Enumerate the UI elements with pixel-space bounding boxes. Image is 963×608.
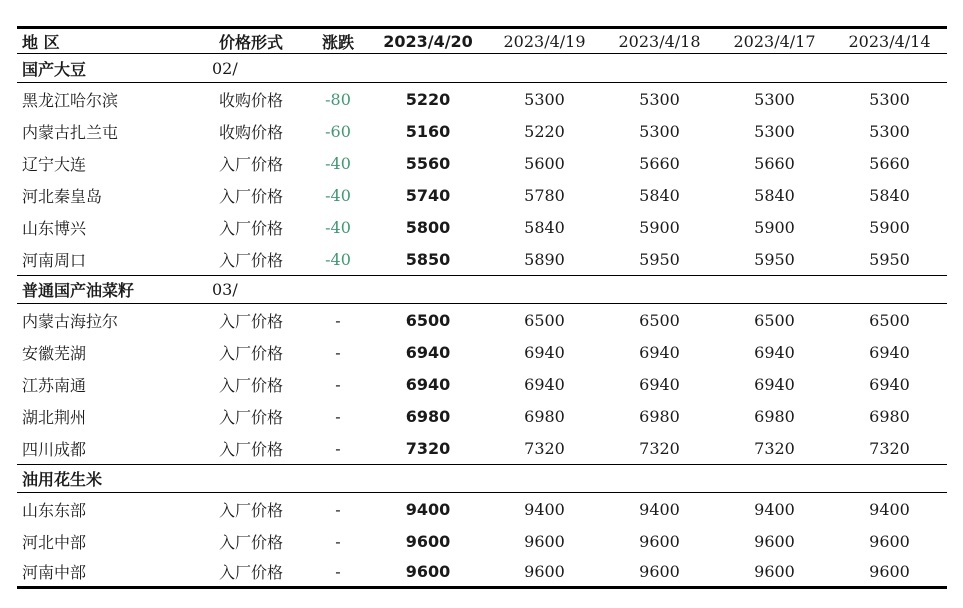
price-cell-current: 7320 — [405, 438, 451, 458]
price-cell: 7320 — [524, 438, 565, 458]
header-date: 2023/4/19 — [503, 31, 586, 51]
price-type-cell: 入厂价格 — [219, 407, 284, 427]
header-date: 2023/4/18 — [618, 31, 701, 51]
price-cell: 7320 — [639, 438, 680, 458]
price-cell: 9400 — [524, 499, 565, 519]
price-cell: 5900 — [754, 217, 795, 237]
price-cell: 9400 — [869, 499, 910, 519]
price-cell-current: 6500 — [405, 310, 451, 330]
price-cell: 5840 — [754, 185, 795, 205]
price-type-cell: 入厂价格 — [219, 250, 284, 270]
price-cell: 5220 — [524, 121, 565, 141]
price-cell: 6980 — [754, 406, 795, 426]
price-cell: 9600 — [754, 562, 795, 581]
region-cell: 江苏南通 — [22, 375, 87, 395]
region-cell: 河北中部 — [22, 532, 87, 552]
price-cell-current: 6980 — [405, 406, 451, 426]
price-cell: 9400 — [639, 499, 680, 519]
region-cell: 河南中部 — [22, 563, 87, 582]
change-cell: - — [335, 438, 341, 458]
region-cell: 河北秦皇岛 — [22, 186, 103, 206]
region-cell: 黑龙江哈尔滨 — [22, 90, 119, 110]
price-cell: 5900 — [869, 217, 910, 237]
price-cell: 6980 — [639, 406, 680, 426]
price-cell-current: 9400 — [405, 499, 451, 519]
change-cell: - — [335, 499, 341, 519]
price-cell: 5300 — [754, 89, 795, 109]
price-cell: 9600 — [639, 562, 680, 581]
change-cell: -60 — [325, 121, 351, 141]
price-cell: 5840 — [639, 185, 680, 205]
price-cell: 5840 — [524, 217, 565, 237]
price-cell: 9600 — [524, 531, 565, 551]
price-cell-current: 6940 — [405, 342, 451, 362]
table-row — [17, 83, 947, 115]
change-cell: -40 — [325, 185, 351, 205]
header-change: 涨跌 — [321, 32, 354, 52]
price-cell: 6500 — [639, 310, 680, 330]
price-cell: 9600 — [639, 531, 680, 551]
price-cell: 6940 — [869, 342, 910, 362]
table-row — [17, 304, 947, 336]
price-cell-current: 9600 — [405, 531, 451, 551]
price-cell: 5950 — [869, 249, 910, 269]
region-cell: 内蒙古扎兰屯 — [22, 122, 119, 142]
price-cell: 6940 — [869, 374, 910, 394]
price-cell-current: 5160 — [405, 121, 451, 141]
price-cell: 6500 — [754, 310, 795, 330]
price-cell: 5600 — [524, 153, 565, 173]
price-cell: 5950 — [754, 249, 795, 269]
price-cell: 5300 — [524, 89, 565, 109]
price-cell: 6980 — [869, 406, 910, 426]
price-type-cell: 收购价格 — [219, 122, 284, 142]
price-cell: 6940 — [524, 342, 565, 362]
table-body — [17, 54, 947, 589]
price-cell: 9600 — [869, 531, 910, 551]
table-row — [17, 525, 947, 557]
price-type-cell: 入厂价格 — [219, 500, 284, 520]
header-price-type: 价格形式 — [219, 32, 284, 52]
header-region: 地 区 — [22, 32, 60, 52]
change-cell: -40 — [325, 217, 351, 237]
price-cell: 9400 — [754, 499, 795, 519]
change-cell: - — [335, 562, 341, 581]
change-cell: - — [335, 406, 341, 426]
change-cell: - — [335, 310, 341, 330]
price-cell-current: 5560 — [405, 153, 451, 173]
table-row — [17, 243, 947, 275]
price-cell: 6940 — [524, 374, 565, 394]
price-cell-current: 5800 — [405, 217, 451, 237]
price-type-cell: 入厂价格 — [219, 343, 284, 363]
price-cell: 5780 — [524, 185, 565, 205]
change-cell: - — [335, 342, 341, 362]
price-cell-current: 5220 — [405, 89, 451, 109]
price-cell: 5300 — [639, 121, 680, 141]
price-cell: 6940 — [754, 342, 795, 362]
price-cell: 9600 — [524, 562, 565, 581]
price-cell: 6980 — [524, 406, 565, 426]
table-row — [17, 432, 947, 464]
section-name: 普通国产油菜籽 — [22, 281, 135, 300]
section-code: 03/ — [212, 280, 238, 299]
table-row — [17, 336, 947, 368]
price-cell: 6940 — [639, 374, 680, 394]
section-header — [17, 54, 947, 83]
price-cell: 5840 — [869, 185, 910, 205]
price-cell: 5950 — [639, 249, 680, 269]
region-cell: 河南周口 — [22, 250, 87, 270]
table-row — [17, 147, 947, 179]
change-cell: - — [335, 374, 341, 394]
section-header — [17, 275, 947, 304]
price-cell: 5300 — [639, 89, 680, 109]
region-cell: 山东博兴 — [22, 218, 87, 238]
table-row — [17, 400, 947, 432]
section-code: 02/ — [212, 58, 238, 78]
section-header — [17, 464, 947, 493]
section-name: 国产大豆 — [22, 59, 87, 79]
price-cell: 6940 — [639, 342, 680, 362]
price-cell: 5900 — [639, 217, 680, 237]
price-cell: 9600 — [754, 531, 795, 551]
price-table — [17, 26, 947, 589]
price-type-cell: 入厂价格 — [219, 311, 284, 331]
region-cell: 内蒙古海拉尔 — [22, 311, 119, 331]
price-cell-current: 5740 — [405, 185, 451, 205]
region-cell: 四川成都 — [22, 439, 87, 459]
table-row — [17, 368, 947, 400]
price-cell: 5300 — [754, 121, 795, 141]
price-cell: 5890 — [524, 249, 565, 269]
price-type-cell: 入厂价格 — [219, 218, 284, 238]
region-cell: 山东东部 — [22, 500, 87, 520]
change-cell: -40 — [325, 153, 351, 173]
price-cell: 5660 — [754, 153, 795, 173]
region-cell: 辽宁大连 — [22, 154, 87, 174]
header-date: 2023/4/17 — [733, 31, 816, 51]
region-cell: 安徽芜湖 — [22, 343, 87, 363]
price-type-cell: 入厂价格 — [219, 563, 284, 582]
price-cell-current: 6940 — [405, 374, 451, 394]
table-row — [17, 115, 947, 147]
region-cell: 湖北荆州 — [22, 407, 87, 427]
price-type-cell: 入厂价格 — [219, 186, 284, 206]
price-cell: 9600 — [869, 562, 910, 581]
price-cell-current: 5850 — [405, 249, 451, 269]
price-cell: 6500 — [524, 310, 565, 330]
price-type-cell: 入厂价格 — [219, 375, 284, 395]
change-cell: - — [335, 531, 341, 551]
header-date: 2023/4/20 — [383, 31, 473, 51]
price-cell: 6940 — [754, 374, 795, 394]
price-cell-current: 9600 — [405, 562, 451, 581]
change-cell: -40 — [325, 249, 351, 269]
price-cell: 5660 — [869, 153, 910, 173]
price-cell: 5300 — [869, 121, 910, 141]
header-date: 2023/4/14 — [848, 31, 931, 51]
section-name: 油用花生米 — [22, 470, 103, 489]
price-type-cell: 入厂价格 — [219, 154, 284, 174]
table-row — [17, 493, 947, 525]
table-row — [17, 179, 947, 211]
table-header — [17, 26, 947, 54]
table-row — [17, 557, 947, 589]
price-type-cell: 入厂价格 — [219, 439, 284, 459]
price-cell: 5300 — [869, 89, 910, 109]
table-row — [17, 211, 947, 243]
price-cell: 5660 — [639, 153, 680, 173]
price-type-cell: 收购价格 — [219, 90, 284, 110]
price-cell: 6500 — [869, 310, 910, 330]
price-cell: 7320 — [754, 438, 795, 458]
price-cell: 7320 — [869, 438, 910, 458]
change-cell: -80 — [325, 89, 351, 109]
price-type-cell: 入厂价格 — [219, 532, 284, 552]
